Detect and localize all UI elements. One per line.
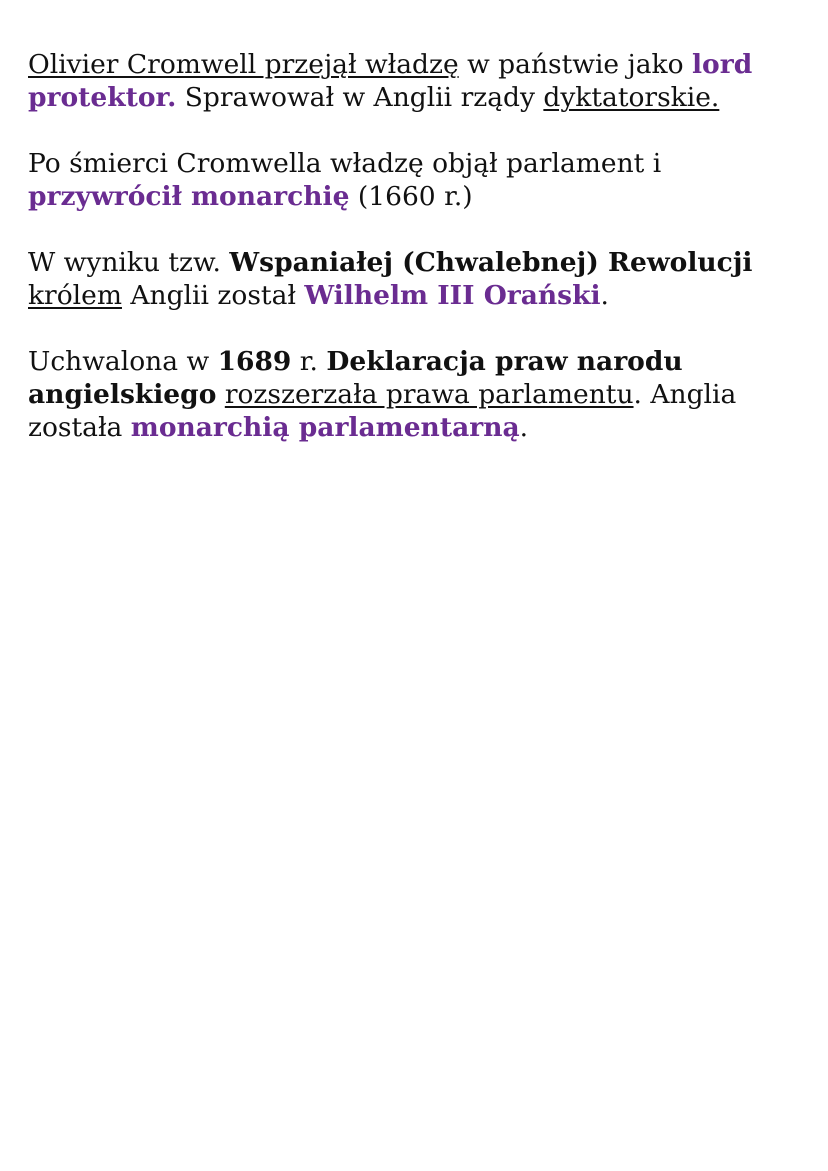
text-highlight-purple: Wilhelm III Orański xyxy=(304,280,601,311)
text-underlined: dyktatorskie. xyxy=(543,82,720,113)
text-bold: Deklaracja praw narodu angielskiego xyxy=(28,346,683,410)
text-plain: . Anglia została xyxy=(28,379,737,443)
text-plain: . xyxy=(519,412,529,443)
text-plain: Po śmierci Cromwella władzę objął parlament i xyxy=(28,148,662,179)
paragraph-bill-of-rights xyxy=(28,345,788,444)
text-underlined: królem xyxy=(28,280,122,311)
text-bold: 1689 xyxy=(217,346,292,377)
text-plain: Anglii został xyxy=(121,280,305,311)
paragraph-glorious-revolution xyxy=(28,246,788,312)
text-bold: Wspaniałej (Chwalebnej) Rewolucji xyxy=(229,247,753,278)
paragraph-restoration xyxy=(28,147,788,213)
text-plain xyxy=(216,379,224,410)
text-highlight-purple: monarchią parlamentarną xyxy=(130,412,520,443)
text-highlight-purple: przywrócił monarchię xyxy=(28,181,350,212)
text-plain: r. xyxy=(291,346,327,377)
text-plain: w państwie jako xyxy=(458,49,692,80)
text-plain: Sprawował w Anglii rządy xyxy=(176,82,544,113)
text-underlined: Olivier Cromwell przejął władzę xyxy=(28,49,459,80)
text-plain: Uchwalona w xyxy=(28,346,218,377)
paragraph-cromwell xyxy=(28,48,788,114)
document-page xyxy=(28,48,788,477)
text-underlined: rozszerzała prawa parlamentu xyxy=(224,379,634,410)
text-plain: W wyniku tzw. xyxy=(28,247,230,278)
text-plain: . xyxy=(600,280,609,311)
text-plain: (1660 r.) xyxy=(349,181,473,212)
text-highlight-purple: lord protektor. xyxy=(28,49,753,113)
